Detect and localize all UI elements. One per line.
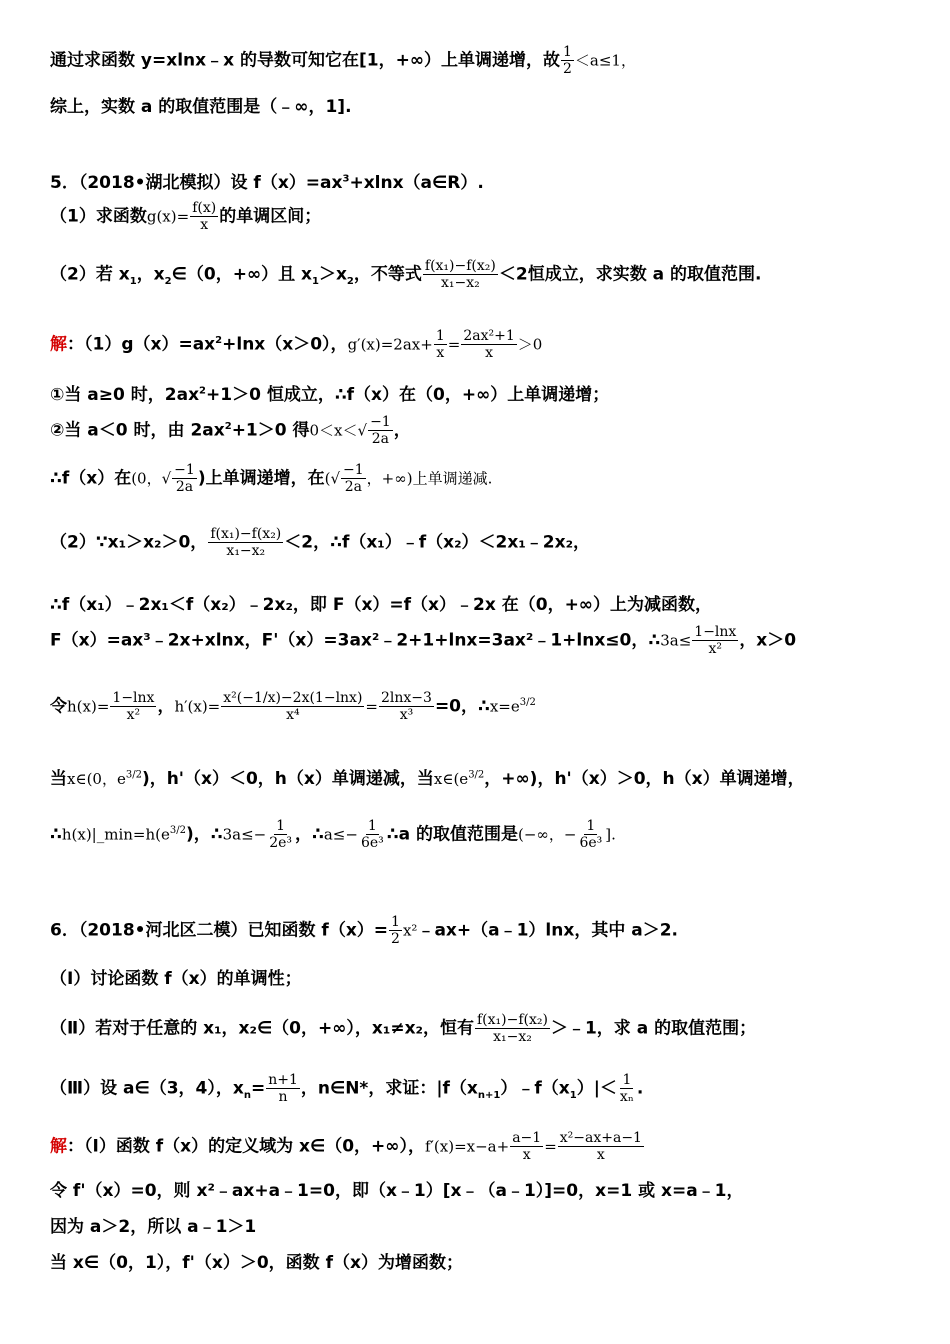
numerator: 1: [276, 818, 286, 834]
numerator: 2lnx−3: [381, 690, 432, 706]
denominator: x: [485, 345, 493, 362]
fraction: [618, 1072, 636, 1105]
math: ].: [605, 825, 616, 844]
fraction: [389, 914, 402, 947]
text-line: [50, 44, 636, 77]
text: 的单调区间；: [219, 206, 322, 227]
text: .: [636, 1078, 644, 1099]
math: a≤−: [323, 825, 358, 844]
denominator: x₁−x₂: [493, 1029, 532, 1046]
math: x²: [402, 921, 418, 940]
text: ＜2，∴f（x₁）﹣f（x₂）＜2x₁﹣2x₂，: [284, 532, 591, 553]
denominator: x₁−x₂: [226, 543, 266, 560]
solution-line: [50, 1130, 645, 1163]
text: )，∴: [185, 824, 223, 845]
math: 3a≤: [660, 631, 692, 650]
math: =: [365, 697, 378, 716]
text: )，h'（x）＜0，h（x）单调递减，当: [141, 769, 434, 789]
subscript: 1: [311, 275, 319, 287]
text: ∴: [50, 824, 62, 845]
text: +1＞0 得: [231, 420, 310, 441]
text: )上单调递增，在: [197, 468, 325, 489]
text-line: 当 x∈（0，1），f'（x）＞0，函数 f（x）为增函数；: [50, 1253, 463, 1273]
fraction: [267, 818, 294, 851]
text: ）|＜: [576, 1078, 617, 1099]
fraction: [208, 526, 283, 559]
math: 3a≤−: [222, 825, 267, 844]
subscript: n: [243, 1089, 251, 1101]
denominator: 6e³: [579, 835, 603, 852]
fraction: [423, 258, 498, 291]
exponent: 3/2: [519, 696, 536, 708]
subscript: 2: [164, 275, 172, 287]
math: x=e: [489, 697, 520, 716]
text: ﹣ax+（a﹣1）lnx，其中 a＞2.: [417, 920, 679, 941]
text: ：（Ⅰ）函数 f（x）的定义域为 x∈（0，+∞），: [67, 1136, 425, 1157]
fraction: [368, 414, 393, 447]
text: ①当 a≥0 时，2ax: [50, 385, 200, 405]
math: h(x)|_min=h(e: [61, 825, 170, 844]
text: +xlnx（a∈R）.: [349, 173, 484, 193]
denominator: x³: [399, 707, 414, 724]
text: ，x: [136, 264, 165, 285]
text: ，+∞)，h'（x）＞0，h（x）单调递增，: [484, 769, 805, 789]
text: +1＞0 恒成立，∴f（x）在（0，+∞）上单调递增；: [206, 385, 610, 405]
math: g′(x)=2ax+: [347, 335, 433, 354]
denominator: 2a: [344, 479, 362, 496]
numerator: 1: [563, 44, 572, 60]
math: (0，√: [131, 469, 172, 488]
exponent: 3/2: [125, 769, 142, 781]
text-line: [50, 1072, 643, 1105]
numerator: x²−ax+a−1: [559, 1130, 642, 1146]
text: （Ⅱ）若对于任意的 x₁，x₂∈（0，+∞），x₁≠x₂，恒有: [50, 1018, 474, 1039]
text: ＞x: [318, 264, 347, 285]
text-line: [50, 764, 805, 789]
numerator: −1: [343, 462, 364, 478]
denominator: x: [436, 345, 445, 362]
fraction: [434, 328, 447, 361]
text: 令: [50, 696, 67, 717]
problem-heading: [50, 168, 484, 193]
text: （2）∵x₁＞x₂＞0，: [50, 532, 208, 553]
fraction: [692, 624, 738, 657]
fraction: [221, 690, 364, 723]
text: ，x＞0: [739, 630, 797, 651]
exponent: 3/2: [468, 769, 485, 781]
text: ②当 a＜0 时，由 2ax: [50, 420, 225, 441]
subscript: 1: [569, 1089, 577, 1101]
math: x∈(0，e: [67, 770, 126, 788]
text: ，n∈N*，求证：|f（x: [300, 1078, 478, 1099]
text-line: （Ⅰ）讨论函数 f（x）的单调性；: [50, 969, 302, 989]
text-line: [50, 624, 796, 657]
numerator: a−1: [512, 1130, 542, 1146]
numerator: f(x₁)−f(x₂): [476, 1012, 548, 1028]
fraction: [577, 818, 604, 851]
fraction: [359, 818, 386, 851]
superscript: 2: [224, 420, 232, 432]
text-line: [50, 258, 761, 291]
text-line: [50, 526, 590, 559]
text: ，: [157, 696, 175, 717]
solution-label: 解: [50, 1136, 67, 1157]
denominator: 2: [563, 61, 572, 78]
text: （2）若 x: [50, 264, 130, 285]
numerator: 1: [391, 914, 400, 930]
text: 5．（2018•湖北模拟）设 f（x）=ax: [50, 173, 343, 193]
math: h′(x)=: [174, 697, 221, 716]
fraction: [110, 690, 156, 723]
fraction: [475, 1012, 550, 1045]
numerator: 1: [435, 328, 445, 344]
subscript: 1: [129, 275, 137, 287]
math: x∈(e: [433, 770, 469, 788]
numerator: 1: [586, 818, 596, 834]
text-line: [50, 462, 492, 495]
text: ＞﹣1，求 a 的取值范围；: [550, 1018, 757, 1039]
numerator: f(x₁)−f(x₂): [210, 526, 282, 542]
numerator: 1−lnx: [694, 624, 737, 640]
text: F（x）=ax³﹣2x+xlnx，F'（x）=3ax²﹣2+1+lnx=3ax²﹣1+lnx≤0，∴: [50, 630, 661, 651]
math: f′(x)=x−a+: [424, 1137, 510, 1156]
superscript: 2: [199, 385, 207, 397]
denominator: x: [522, 1147, 531, 1164]
solution-line: [50, 328, 542, 361]
denominator: 6e³: [360, 835, 384, 852]
text-line: ∴f（x₁）﹣2x₁＜f（x₂）﹣2x₂，即 F（x）=f（x）﹣2x 在（0，+∞）上为减函数，: [50, 595, 712, 615]
text-line: 令 f'（x）=0，则 x²﹣ax+a﹣1=0，即（x﹣1）[x﹣（a﹣1）]=0，x=1 或 x=a﹣1，: [50, 1181, 744, 1201]
text: 当: [50, 769, 67, 789]
numerator: 2ax²+1: [463, 328, 515, 344]
text: ，不等式: [353, 264, 422, 285]
text: ∴f（x）在: [50, 468, 132, 489]
text-line: 因为 a＞2，所以 a﹣1＞1: [50, 1217, 257, 1237]
text: （1）求函数: [50, 206, 147, 227]
text-line: [50, 380, 609, 405]
text-line: [50, 690, 536, 723]
denominator: 2a: [175, 479, 194, 496]
math: ，+∞)上单调递减.: [366, 469, 493, 488]
math: (√: [324, 469, 341, 488]
text: ∴a 的取值范围是: [386, 824, 518, 845]
text: ，: [393, 420, 411, 441]
math: =: [447, 335, 461, 354]
numerator: f(x): [192, 200, 217, 216]
subscript: 2: [346, 275, 354, 287]
text: ：（1）g（x）=ax: [67, 334, 216, 355]
text: 6．（2018•河北区二模）已知函数 f（x）=: [50, 920, 389, 941]
denominator: xₙ: [619, 1089, 634, 1106]
text-line: [50, 818, 616, 851]
solution-label: 解: [50, 334, 67, 355]
fraction: [172, 462, 197, 495]
subscript: n+1: [477, 1089, 501, 1101]
denominator: n: [278, 1089, 288, 1106]
text-line: [50, 200, 321, 233]
denominator: x²: [126, 707, 141, 724]
fraction: [341, 462, 366, 495]
math: 0＜x＜√: [309, 421, 368, 440]
numerator: x²(−1/x)−2x(1−lnx): [223, 690, 363, 706]
math: (−∞，−: [517, 825, 577, 844]
text: ＜2恒成立，求实数 a 的取值范围.: [498, 264, 762, 285]
numerator: −1: [370, 414, 391, 430]
fraction: [510, 1130, 543, 1163]
text: =: [250, 1078, 266, 1099]
fraction: [266, 1072, 300, 1105]
denominator: x⁴: [286, 707, 300, 724]
numerator: n+1: [268, 1072, 298, 1088]
fraction: [190, 200, 218, 233]
problem-heading: [50, 914, 678, 947]
numerator: 1: [367, 818, 377, 834]
denominator: x²: [708, 641, 723, 658]
numerator: f(x₁)−f(x₂): [424, 258, 496, 274]
fraction: [561, 44, 574, 77]
denominator: 2: [391, 931, 400, 948]
fraction: [558, 1130, 644, 1163]
text: ∈（0，+∞）且 x: [171, 264, 312, 285]
exponent: 3/2: [169, 824, 186, 836]
math: =: [544, 1137, 557, 1156]
fraction: [379, 690, 434, 723]
text: （Ⅲ）设 a∈（3，4），x: [50, 1078, 244, 1099]
text-line: 综上，实数 a 的取值范围是（﹣∞，1].: [50, 97, 352, 117]
text: ＜a≤1，: [574, 51, 636, 70]
numerator: −1: [174, 462, 195, 478]
denominator: 2a: [371, 431, 390, 448]
numerator: 1−lnx: [112, 690, 155, 706]
numerator: 1: [622, 1072, 632, 1088]
text: 通过求函数 y=xlnx﹣x 的导数可知它在[1，+∞）上单调递增，故: [50, 50, 560, 71]
math: ＞0: [517, 335, 543, 354]
fraction: [461, 328, 516, 361]
denominator: x: [200, 217, 209, 234]
math: h(x)=: [67, 697, 110, 716]
denominator: 2e³: [269, 835, 293, 852]
text: =0，∴: [434, 696, 490, 717]
denominator: x₁−x₂: [441, 275, 480, 292]
denominator: x: [596, 1147, 605, 1164]
text-line: [50, 414, 411, 447]
math: g(x)=: [146, 207, 190, 226]
text: ，∴: [295, 824, 324, 845]
superscript: 3: [342, 173, 350, 185]
text-line: [50, 1012, 756, 1045]
superscript: 2: [215, 334, 223, 346]
text: +lnx（x＞0），: [222, 334, 348, 355]
text: ）﹣f（x: [500, 1078, 570, 1099]
